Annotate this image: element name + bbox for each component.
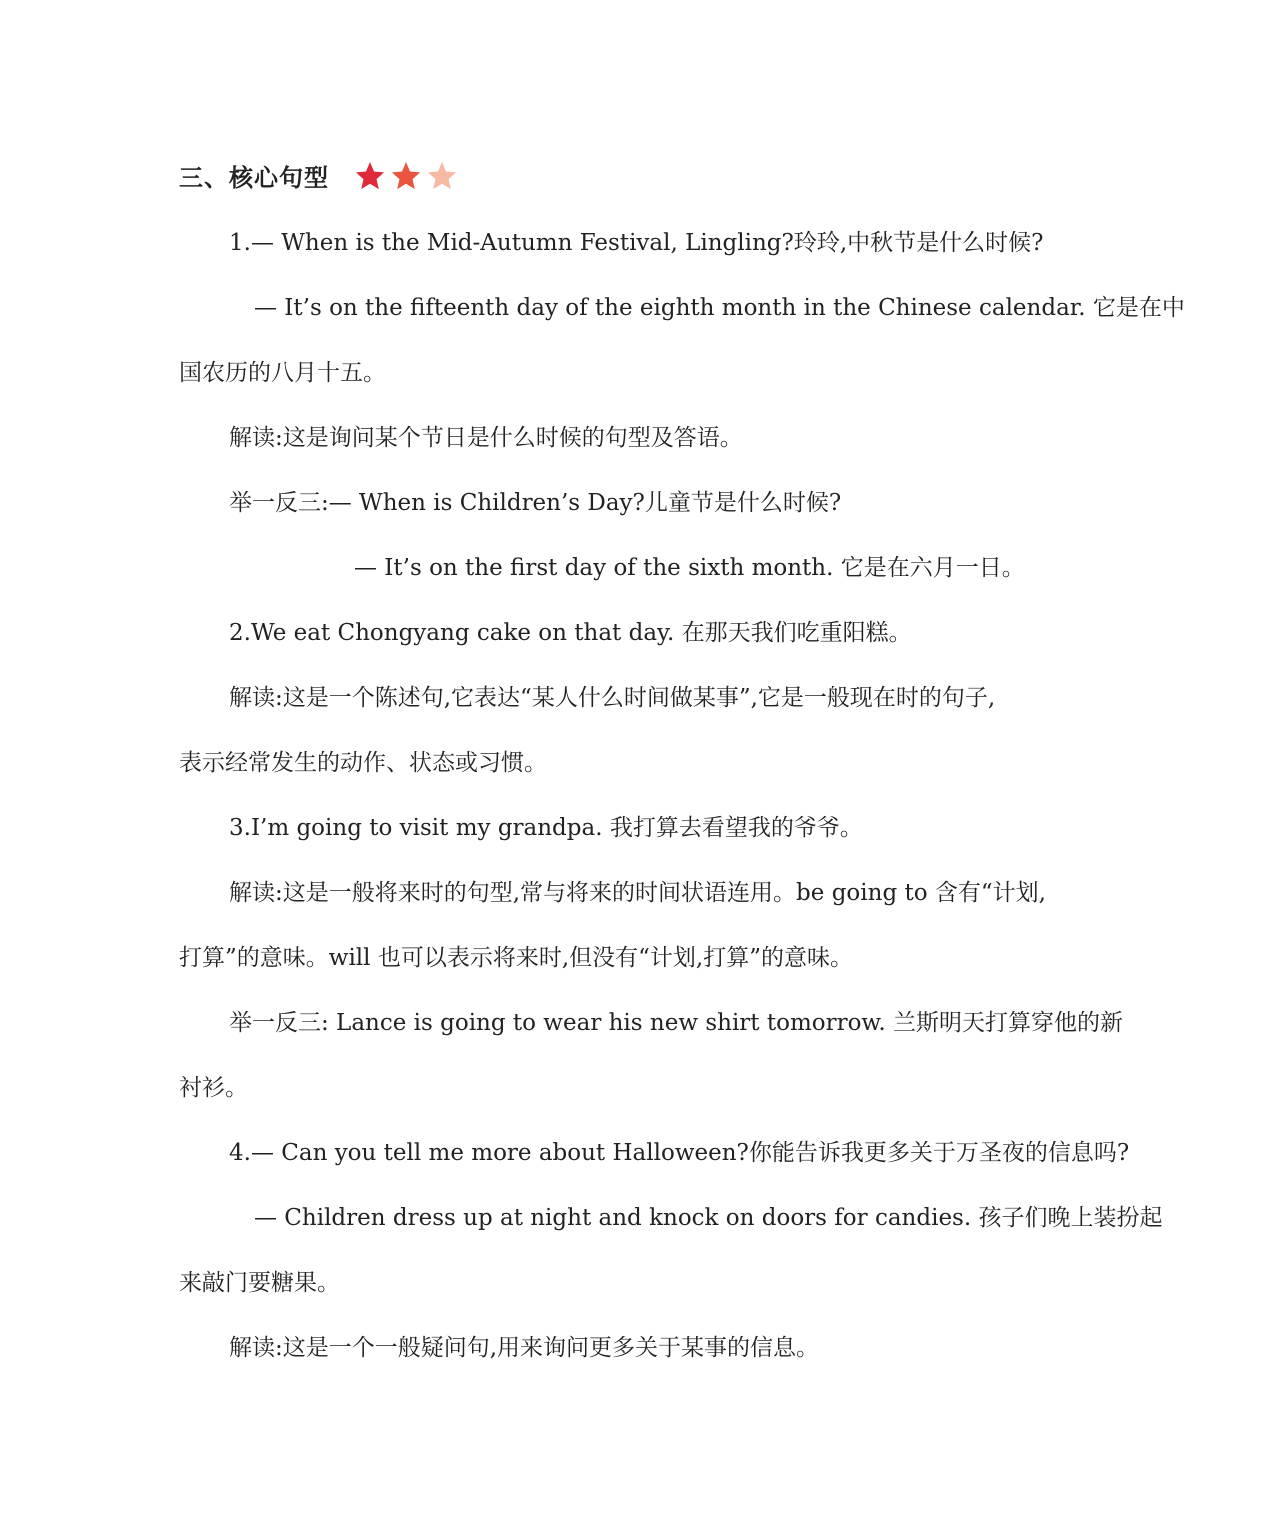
example-1-answer: — It’s on the first day of the sixth month. 它是在六月一日。 <box>354 555 1025 581</box>
section-heading <box>179 158 459 193</box>
example-1-question: 举一反三:— When is Children’s Day?儿童节是什么时候? <box>229 490 842 516</box>
star-icon <box>425 160 459 192</box>
star-icon <box>353 160 387 192</box>
sentence-4-answer: — Children dress up at night and knock on doors for candies. 孩子们晚上装扮起 <box>254 1205 1163 1231</box>
explanation-2-cont: 表示经常发生的动作、状态或习惯。 <box>179 750 547 776</box>
explanation-2: 解读:这是一个陈述句,它表达“某人什么时间做某事”,它是一般现在时的句子, <box>229 685 996 711</box>
sentence-4-question: 4.— Can you tell me more about Halloween?你能告诉我更多关于万圣夜的信息吗? <box>229 1140 1130 1166</box>
example-3: 举一反三: Lance is going to wear his new shirt tomorrow. 兰斯明天打算穿他的新 <box>229 1010 1124 1036</box>
section-title: 三、核心句型 <box>179 164 329 192</box>
sentence-2: 2.We eat Chongyang cake on that day. 在那天我们吃重阳糕。 <box>229 620 912 646</box>
example-3-cont: 衬衫。 <box>179 1075 248 1101</box>
sentence-1-answer: — It’s on the fifteenth day of the eighth month in the Chinese calendar. 它是在中 <box>254 295 1185 321</box>
star-icon <box>389 160 423 192</box>
sentence-3: 3.I’m going to visit my grandpa. 我打算去看望我的爷爷。 <box>229 815 863 841</box>
explanation-4: 解读:这是一个一般疑问句,用来询问更多关于某事的信息。 <box>229 1335 820 1361</box>
sentence-1-answer-cont: 国农历的八月十五。 <box>179 360 386 386</box>
sentence-4-answer-cont: 来敲门要糖果。 <box>179 1270 340 1296</box>
sentence-1-question: 1.— When is the Mid-Autumn Festival, Lingling?玲玲,中秋节是什么时候? <box>229 230 1044 256</box>
explanation-3-cont: 打算”的意味。will 也可以表示将来时,但没有“计划,打算”的意味。 <box>179 945 853 971</box>
explanation-1: 解读:这是询问某个节日是什么时候的句型及答语。 <box>229 425 743 451</box>
explanation-3: 解读:这是一般将来时的句型,常与将来的时间状语连用。be going to 含有“计划, <box>229 880 1046 906</box>
difficulty-stars <box>353 160 459 192</box>
